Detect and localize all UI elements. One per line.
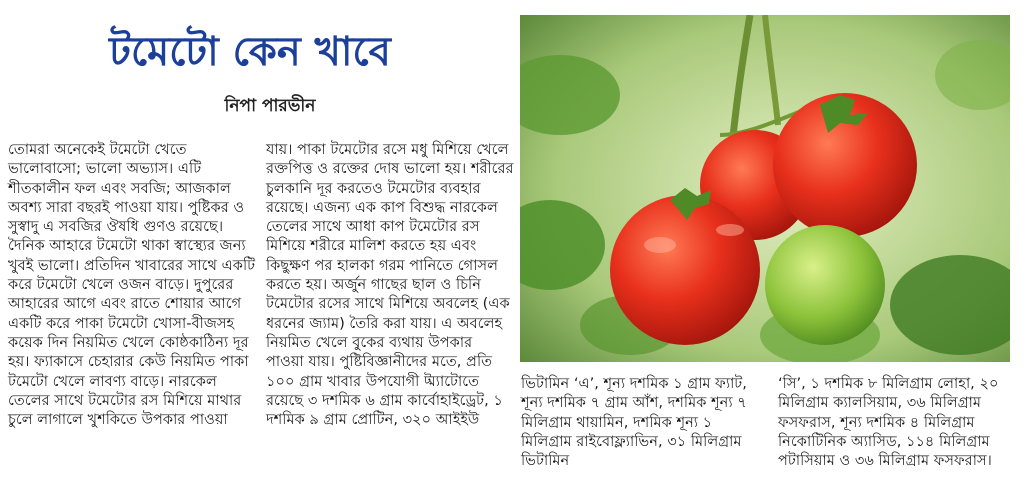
- tomato-illustration: [520, 15, 1010, 362]
- body-text: ভিটামিন ‘এ’, শূন্য দশমিক ১ গ্রাম ফ্যাট, শূন্য দশমিক ৭ গ্রাম আঁশ, দশমিক শূন্য ৭ মিলিগ্রাম থায়ামিন, দশমিক শূন্য ১ মিলিগ্রাম রাইবোফ্ল্যাভিন, ৩১ মিলিগ্রাম ভিটামিন: [521, 375, 747, 470]
- article-title: টমেটো কেন খাবে: [109, 29, 391, 75]
- body-column-4: [778, 374, 1023, 470]
- body-text: তোমরা অনেকেই টমেটো খেতে ভালোবাসো; ভালো অভ্যাস। এটি শীতকালীন ফল এবং সবজি; আজকাল অবশ্য সারা বছরই পাওয়া যায়। পুষ্টিকর ও সুস্বাদু এ সবজির ঔষধি গুণও রয়েছে। দৈনিক আহারে টমেটো থাকা স্বাস্থ্যের জন্য খুবই ভালো। প্রতিদিন খাবারের সাথে একটি করে টমেটো খেলে ওজন বাড়ে। দুপুরের আহারের আগে এবং রাতে শোয়ার আগে একটি করে পাকা টমেটো খোসা-বীজসহ কয়েক দিন নিয়মিত খেলে কোষ্ঠকাঠিন্য দূর হয়। ফ্যাকাসে চেহারার কেউ নিয়মিত পাকা টমেটো খেলে লাবণ্য বাড়ে। নারকেল তেলের সাথে টমেটোর রস মিশিয়ে মাথার চুলে লাগালে খুশকিতে উপকার পাওয়া: [8, 141, 256, 429]
- tomato-photo: [520, 15, 1010, 362]
- body-text: ‘সি’, ১ দশমিক ৮ মিলিগ্রাম লোহা, ২০ মিলিগ্রাম ক্যালসিয়াম, ৩৬ মিলিগ্রাম ফসফরাস, শূন্য দশমিক ৪ মিলিগ্রাম নিকোটিনিক অ্যাসিড, ১১৪ মিলিগ্রাম পটাসিয়াম ও ৩৬ মিলিগ্রাম ফসফরাস।: [778, 375, 999, 470]
- body-column-1: [8, 140, 260, 429]
- body-column-2: [266, 140, 514, 429]
- author-byline: নিপা পারভীন: [224, 96, 316, 116]
- body-column-3: [521, 374, 766, 470]
- body-text: যায়। পাকা টমেটোর রসে মধু মিশিয়ে খেলে রক্তপিত্ত ও রক্তের দোষ ভালো হয়। শরীরের চুলকানি দূর করতেও টমেটোর ব্যবহার রয়েছে। এজন্য এক কাপ বিশুদ্ধ নারকেল তেলের সাথে আধা কাপ টমেটোর রস মিশিয়ে শরীরে মালিশ করতে হয় এবং কিছুক্ষণ পর হালকা গরম পানিতে গোসল করতে হয়। অর্জুন গাছের ছাল ও চিনি টমেটোর রসের সাথে মিশিয়ে অবলেহ (এক ধরনের জ্যাম) তৈরি করা যায়। এ অবলেহ নিয়মিত খেলে বুকের ব্যথায় উপকার পাওয়া যায়। পুষ্টিবিজ্ঞানীদের মতে, প্রতি ১০০ গ্রাম খাবার উপযোগী ট্ম্যাটোতে রয়েছে ৩ দশমিক ৬ গ্রাম কার্বোহাইড্রেট, ১ দশমিক ৯ গ্রাম প্রোটিন, ৩২০ আইইউ: [266, 141, 514, 429]
